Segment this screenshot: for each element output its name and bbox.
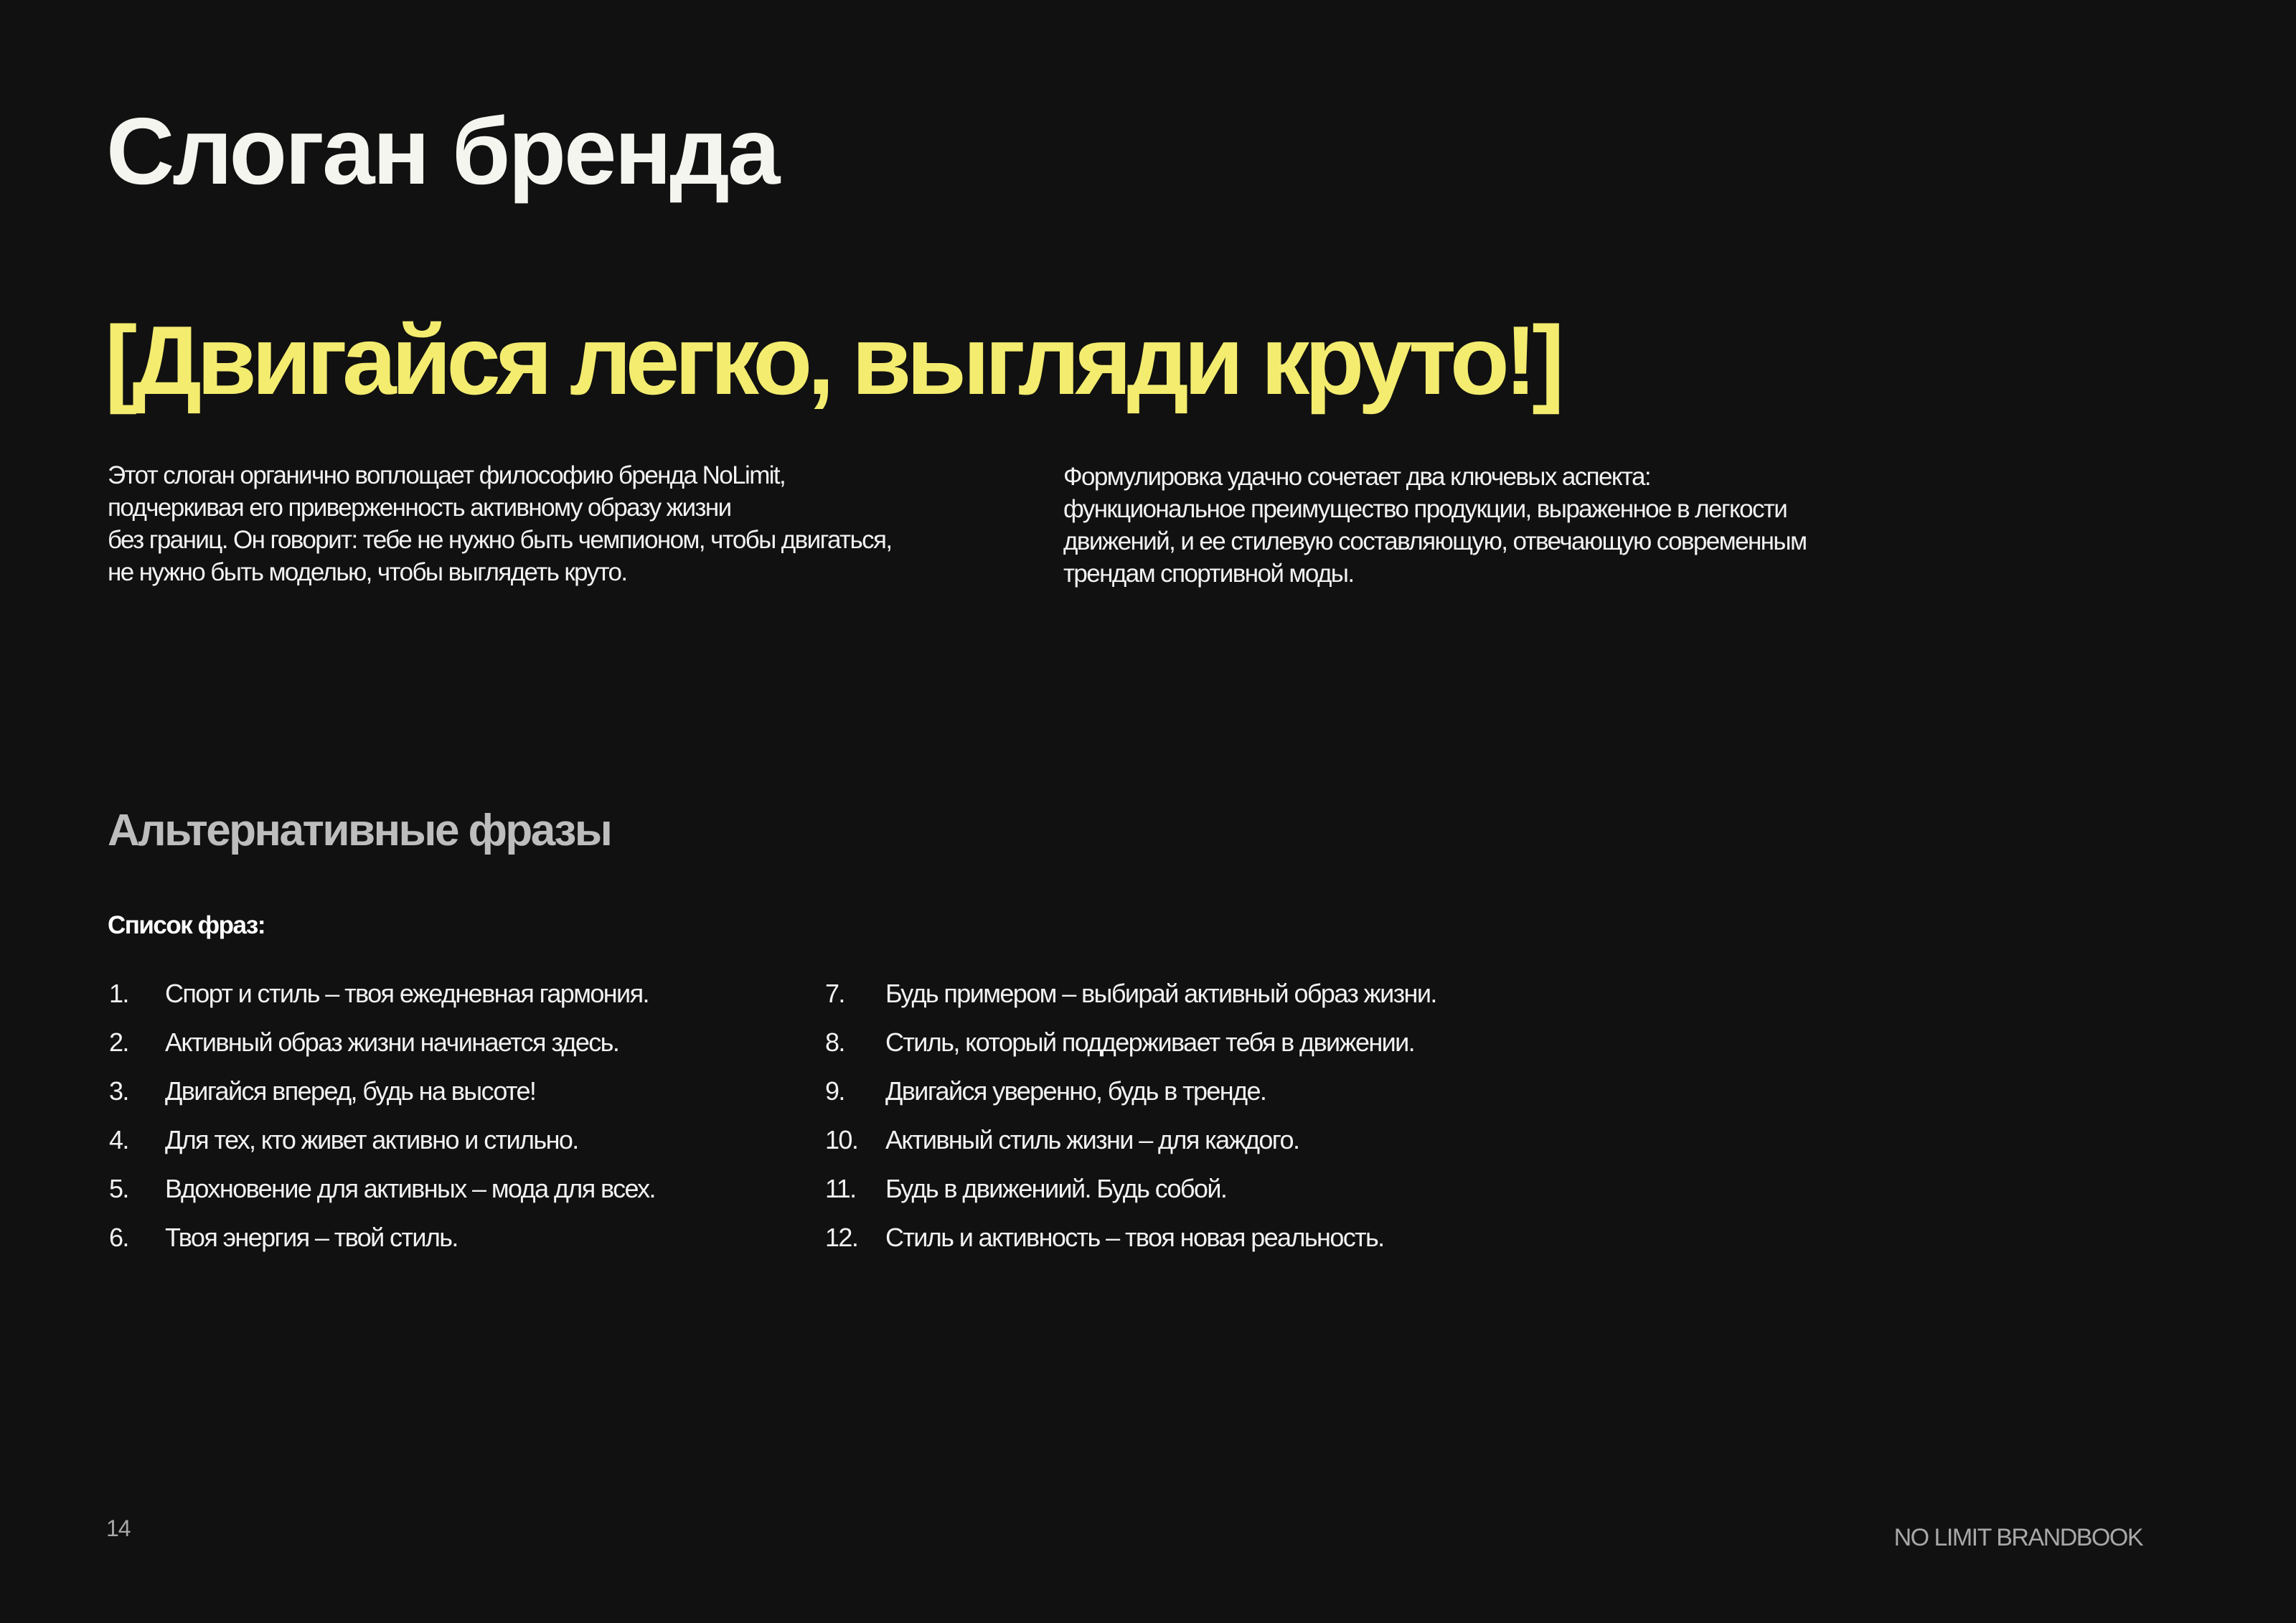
list-item [109, 1027, 655, 1076]
phrase-number: 5. [109, 1174, 128, 1203]
alternatives-heading: Альтернативные фразы [108, 806, 611, 855]
list-item [825, 1223, 1436, 1271]
phrase-number: 10. [825, 1125, 858, 1154]
phrase-text: Стиль, который поддерживает тебя в движении. [885, 1027, 1415, 1057]
phrase-number: 2. [109, 1027, 128, 1057]
phrase-number: 4. [109, 1125, 128, 1154]
list-item [109, 1223, 655, 1271]
list-item [109, 1174, 655, 1223]
phrase-number: 1. [109, 979, 128, 1008]
list-item [825, 1174, 1436, 1223]
phrase-number: 7. [825, 979, 844, 1008]
page-number: 14 [106, 1515, 131, 1541]
list-item [109, 1125, 655, 1174]
phrase-number: 6. [109, 1223, 128, 1252]
phrase-text: Стиль и активность – твоя новая реальность. [885, 1223, 1384, 1252]
slogan-description-left: Этот слоган органично воплощает философию бренда NoLimit, подчеркивая его приверженность активному образу жизни без границ. Он говорит: тебе не нужно быть чемпионом, чтобы двигаться, не нужно быть моделью, чтобы выглядеть круто. [108, 461, 892, 586]
phrase-list-right [825, 979, 1436, 1271]
phrase-text: Активный стиль жизни – для каждого. [885, 1125, 1299, 1154]
list-item [825, 1125, 1436, 1174]
slogan-description-right: Формулировка удачно сочетает два ключевых аспекта: функциональное преимущество продукции, выраженное в легкости движений, и ее стилевую составляющую, отвечающую современным трендам спортивной моды. [1063, 463, 1807, 588]
phrase-text: Вдохновение для активных – мода для всех. [165, 1174, 655, 1203]
phrase-text: Будь в движениий. Будь собой. [885, 1174, 1227, 1203]
phrase-text: Двигайся уверенно, будь в тренде. [885, 1076, 1266, 1106]
phrase-text: Для тех, кто живет активно и стильно. [165, 1125, 578, 1154]
phrase-text: Твоя энергия – твой стиль. [165, 1223, 458, 1252]
phrase-number: 8. [825, 1027, 844, 1057]
list-item [109, 979, 655, 1027]
phrase-list-label: Список фраз: [108, 911, 265, 939]
list-item [825, 1076, 1436, 1125]
page-title: Слоган бренда [106, 98, 778, 204]
phrase-list-left [109, 979, 655, 1271]
brand-slogan: [Двигайся легко, выгляди круто!] [105, 306, 1560, 415]
phrase-text: Спорт и стиль – твоя ежедневная гармония. [165, 979, 649, 1008]
list-item [109, 1076, 655, 1125]
footer-brand-label: NO LIMIT BRANDBOOK [1893, 1524, 2142, 1551]
phrase-text: Будь примером – выбирай активный образ жизни. [885, 979, 1436, 1008]
phrase-number: 12. [825, 1223, 858, 1252]
list-item [825, 1027, 1436, 1076]
phrase-text: Активный образ жизни начинается здесь. [165, 1027, 619, 1057]
phrase-number: 11. [825, 1174, 856, 1203]
phrase-number: 9. [825, 1076, 844, 1106]
list-item [825, 979, 1436, 1027]
phrase-number: 3. [109, 1076, 128, 1106]
phrase-text: Двигайся вперед, будь на высоте! [165, 1076, 536, 1106]
